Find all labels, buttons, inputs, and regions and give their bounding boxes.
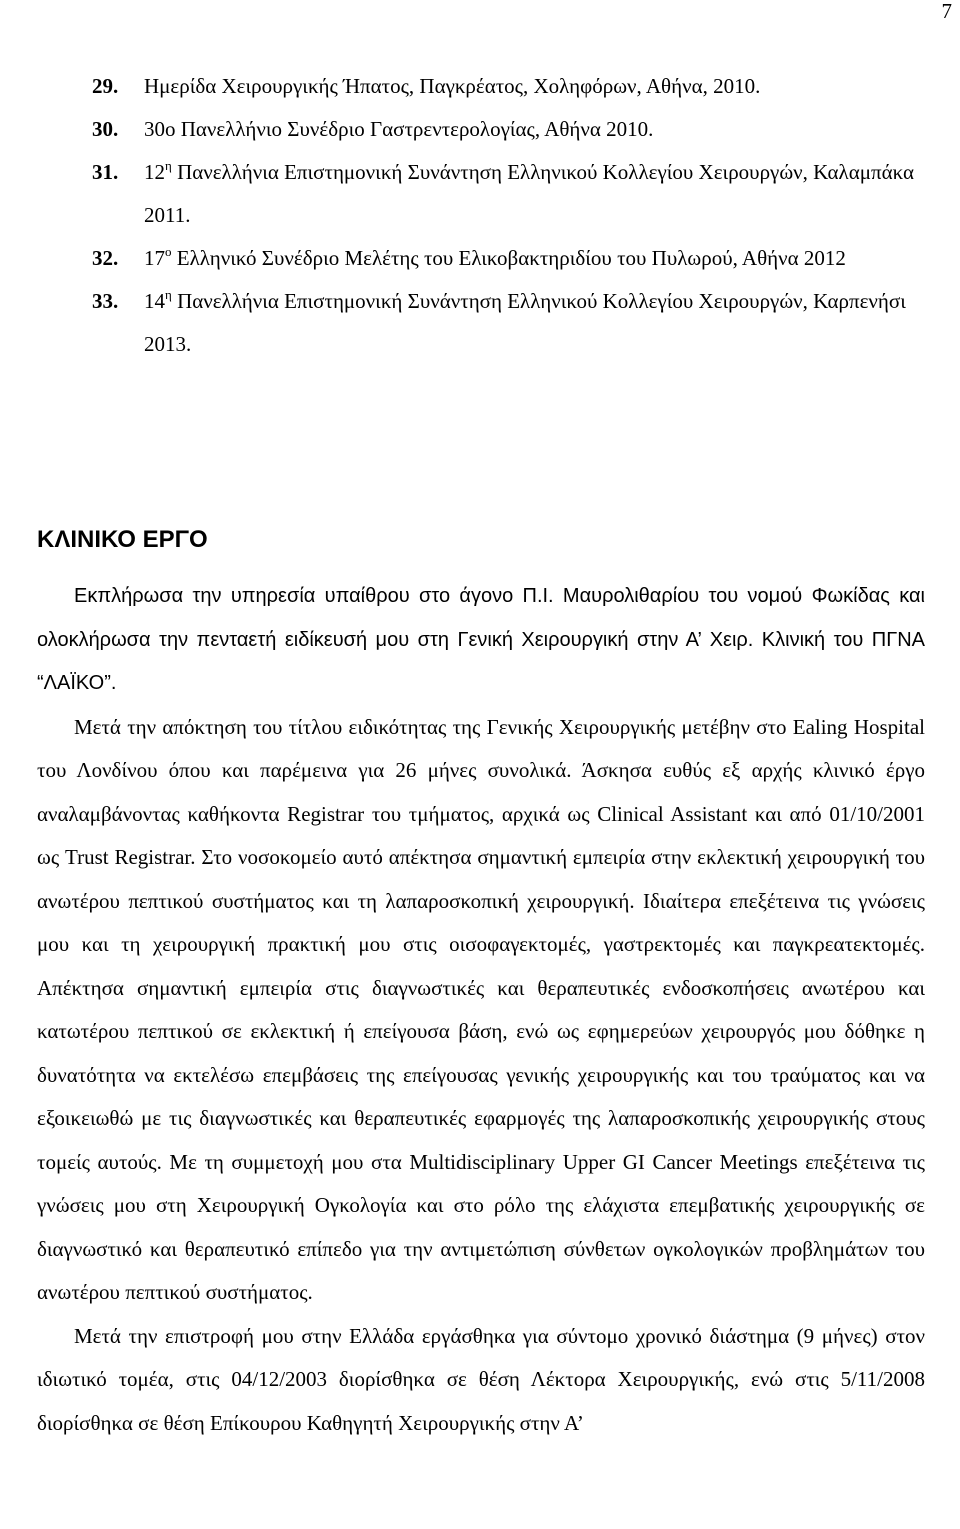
section-heading: ΚΛΙΝΙΚΟ ΕΡΓΟ <box>37 526 208 553</box>
paragraph-return-greece: Μετά την επιστροφή μου στην Ελλάδα εργάσθηκα για σύντομο χρονικό διάστημα (9 μήνες) στον ιδιωτικό τομέα, στις 04/12/2003 διορίσθηκα σε θέση Λέκτορα Χειρουργικής, ενώ στις 5/11/2008 διορίσθηκα σε θέση Επίκουρου Καθηγητή Χειρουργικής στην Α’ <box>37 1323 925 1435</box>
list-item-number: 33. <box>92 289 119 313</box>
ordinal-suffix: ο <box>165 244 172 259</box>
list-item-number: 32. <box>92 246 119 270</box>
ordinal-number: 17 <box>144 246 165 270</box>
paragraph-london-experience: Μετά την απόκτηση του τίτλου ειδικότητας της Γενικής Χειρουργικής μετέβην στο Ealing Hospital του Λονδίνου όπου και παρέμεινα για 26 μήνες συνολικά. Άσκησα ευθύς εξ αρχής κλινικό έργο αναλαμβάνοντας καθήκοντα Registrar του τμήματος, αρχικά ως Clinical Assistant και από 01/10/2001 ως Trust Registrar. Στο νοσοκομείο αυτό απέκτησα σημαντική εμπειρία στην εκλεκτική χειρουργική του ανωτέρου πεπτικού συστήματος και τη λαπαροσκοπική χειρουργική. Ιδιαίτερα επεξέτεινα τις γνώσεις μου και τη χειρουργική πρακτική μου στις οισοφαγεκτομές, γαστρεκτομές και παγκρεατεκτομές. Απέκτησα σημαντική εμπειρία στις διαγνωστικές και θεραπευτικές ενδοσκοπήσεις ανωτέρου και κατωτέρου πεπτικού σε εκλεκτική ή επείγουσα βάση, ενώ ως εφημερεύων χειρουργός μου δόθηκε η δυνατότητα να εκτελέσω επεμβάσεις της επείγουσας γενικής χειρουργικής και του τραύματος και να εξοικειωθώ με τις διαγνωστικές και θεραπευτικές εφαρμογές της λαπαροσκοπικής χειρουργικής στους τομείς αυτούς. Με τη συμμετοχή μου στα Multidisciplinary Upper GI Cancer Meetings επεξέτεινα τις γνώσεις μου στη Χειρουργική Ογκολογία και στο ρόλο της ελάχιστα επεμβατικής χειρουργικής σε διαγνωστικό και θεραπευτικό επίπεδο για την αντιμετώπιση σύνθετων ογκολογικών προβλημάτων του ανωτέρου πεπτικού συστήματος. <box>37 714 925 1304</box>
list-item-number: 29. <box>92 74 119 98</box>
clinical-work-body <box>37 575 925 1445</box>
paragraph-rural-service: Εκπλήρωσα την υπηρεσία υπαίθρου στο άγονο Π.Ι. Μαυρολιθαρίου του νομού Φωκίδας και ολοκλήρωσα την πενταετή ειδίκευσή μου στη Γενική Χειρουργική στην Α’ Χειρ. Κλινική του ΠΓΝΑ “ΛΑΪΚΟ”. <box>37 585 925 694</box>
list-item-31 <box>92 151 952 237</box>
ordinal-number: 12 <box>144 160 165 184</box>
list-item-text <box>144 237 952 280</box>
list-item-rest: Πανελλήνια Επιστημονική Συνάντηση Ελληνικού Κολλεγίου Χειρουργών, Καρπενήσι 2013. <box>144 289 906 356</box>
list-item-text <box>144 151 952 237</box>
list-item-30 <box>92 108 952 151</box>
list-item-text: Ημερίδα Χειρουργικής Ήπατος, Παγκρέατος, Χοληφόρων, Αθήνα, 2010. <box>144 74 761 98</box>
list-item-29 <box>92 65 952 108</box>
list-item-rest: Πανελλήνια Επιστημονική Συνάντηση Ελληνικού Κολλεγίου Χειρουργών, Καλαμπάκα 2011. <box>144 160 914 227</box>
list-item-number: 30. <box>92 117 119 141</box>
ordinal-suffix: η <box>165 158 172 173</box>
page-number: 7 <box>941 0 952 23</box>
list-item-text <box>144 280 952 366</box>
list-item-number: 31. <box>92 160 119 184</box>
ordinal-suffix: η <box>165 287 172 302</box>
list-item-text: 30ο Πανελλήνιο Συνέδριο Γαστρεντερολογίας, Αθήνα 2010. <box>144 117 654 141</box>
list-item-33 <box>92 280 952 366</box>
ordinal-number: 14 <box>144 289 165 313</box>
list-item-32 <box>92 237 952 280</box>
conference-list <box>92 65 952 366</box>
list-item-rest: Ελληνικό Συνέδριο Μελέτης του Ελικοβακτηριδίου του Πυλωρού, Αθήνα 2012 <box>171 246 846 270</box>
